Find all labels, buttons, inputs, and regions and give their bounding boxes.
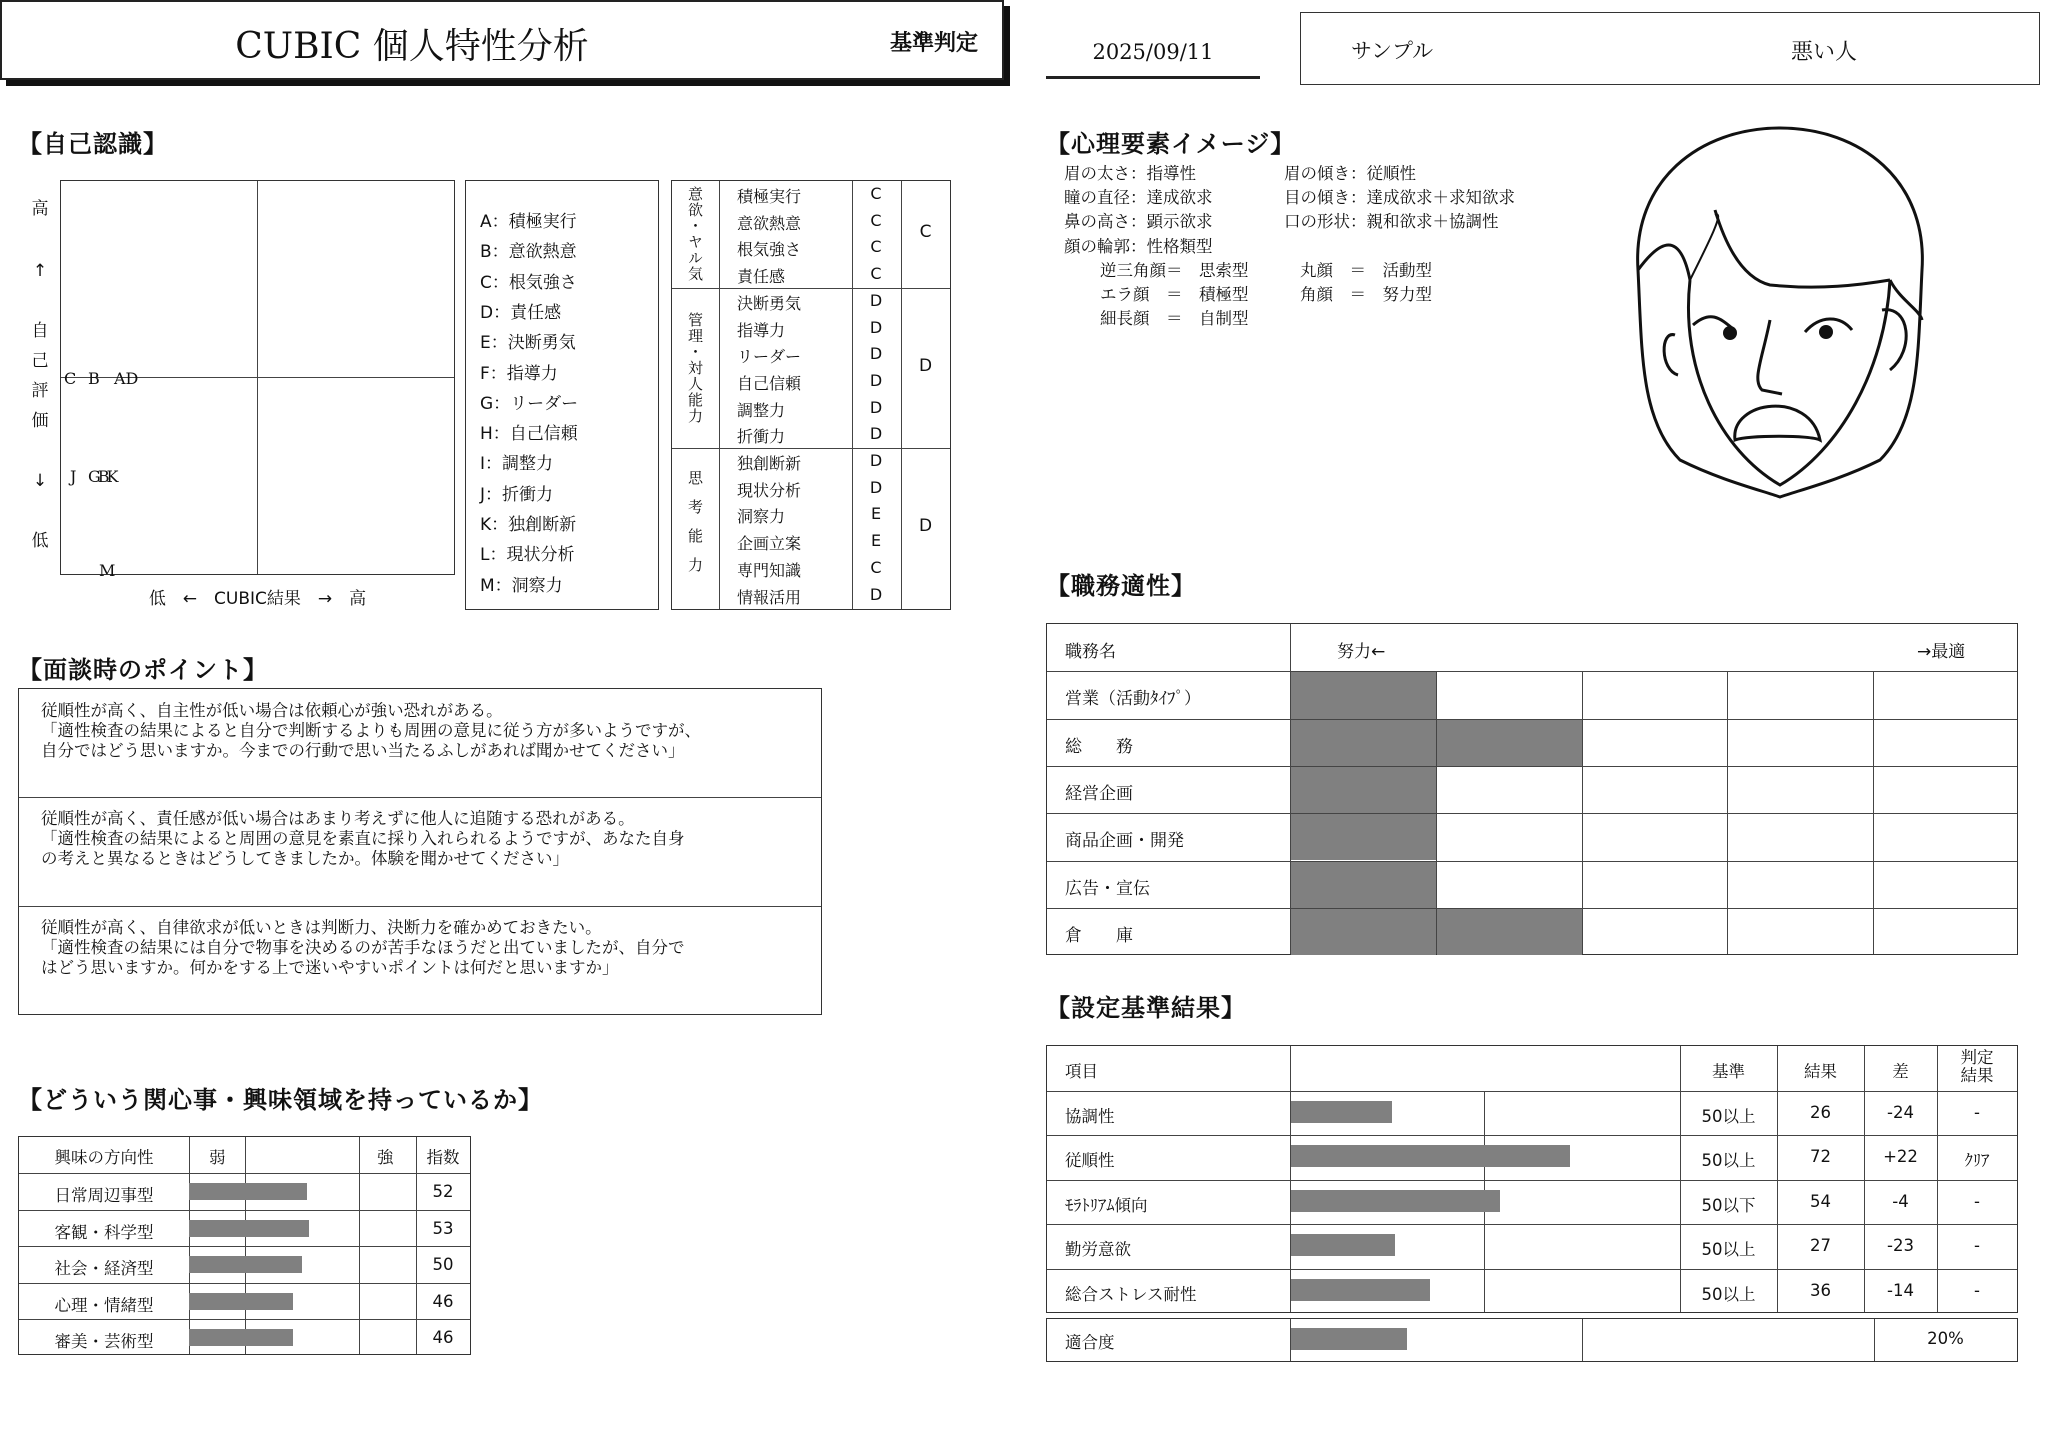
psych-legend-item: 顔の輪郭：性格類型 xyxy=(1064,236,1213,256)
job-level-bar xyxy=(1291,672,1436,718)
grade-col-divider xyxy=(901,181,902,609)
person-name: 悪い人 xyxy=(1791,40,1858,65)
ability-legend-item: H：自己信頼 xyxy=(480,424,578,445)
psych-legend-item: 目の傾き：達成欲求＋求知欲求 xyxy=(1284,188,1515,208)
grade-item-label: 自己信頼 xyxy=(737,373,802,393)
ability-legend-item: J：折衝力 xyxy=(480,484,554,505)
matrix-point: J xyxy=(70,467,77,486)
std-row-divider xyxy=(1047,1180,2017,1181)
title-box xyxy=(0,0,1004,80)
grade-group-name: 管理・対人能力 xyxy=(686,311,704,424)
psych-legend-item: エラ顔 ＝ 積極型 xyxy=(1100,285,1249,304)
std-header-verdict: 判定 結果 xyxy=(1960,1048,1994,1085)
std-row-diff: -4 xyxy=(1892,1191,1909,1211)
self-recognition-heading: 【自己認識】 xyxy=(18,130,168,158)
std-header-item: 項目 xyxy=(1065,1062,1098,1081)
grade-item-label: 指導力 xyxy=(737,320,786,340)
interest-row-label: 客観・科学型 xyxy=(54,1222,154,1242)
ability-legend-item: G：リーダー xyxy=(480,393,579,414)
y-axis-up-arrow: ↑ xyxy=(32,261,48,281)
grade-item-value: C xyxy=(870,237,882,257)
interest-table xyxy=(18,1136,471,1355)
job-row-divider xyxy=(1047,813,2017,814)
std-row-verdict: - xyxy=(1974,1236,1980,1256)
std-row-verdict: - xyxy=(1974,1102,1980,1122)
grade-group-name: 思考能力 xyxy=(686,470,704,587)
sample-label: サンプル xyxy=(1351,39,1434,63)
fit-label: 適合度 xyxy=(1065,1333,1115,1352)
std-row-result: 27 xyxy=(1810,1236,1831,1256)
grade-item-value: C xyxy=(870,264,882,284)
y-axis-down-arrow: ↓ xyxy=(32,471,48,491)
std-result-bar xyxy=(1291,1234,1395,1256)
grade-item-label: 洞察力 xyxy=(737,507,786,527)
ability-legend-item: L：現状分析 xyxy=(480,545,575,566)
grade-item-label: 情報活用 xyxy=(737,587,802,607)
grade-item-label: 意欲熱意 xyxy=(737,213,802,233)
face-illustration-icon xyxy=(1620,120,1940,500)
ability-legend-list xyxy=(465,180,659,610)
grade-group-result: D xyxy=(918,355,933,376)
grade-item-label: 調整力 xyxy=(737,400,786,420)
interview-point: 従順性が高く、自律欲求が低いときは判断力、決断力を確かめておきたい。 「適性検査の結果には自分で物事を決めるのが苦手なほうだと出ていましたが、自分で はどう思いますか。何かをする上で迷いやすいポイントは何だと思いますか」 xyxy=(41,918,685,977)
interest-index: 46 xyxy=(432,1291,454,1311)
interest-row-label: 審美・芸術型 xyxy=(54,1332,154,1351)
grade-item-value: D xyxy=(869,317,883,337)
interest-row-divider xyxy=(19,1319,470,1320)
job-level-bar xyxy=(1291,909,1436,955)
job-level-bar xyxy=(1291,862,1436,908)
job-cell-divider xyxy=(1873,671,1874,954)
grade-item-label: 企画立案 xyxy=(737,534,802,554)
grade-col-divider xyxy=(852,181,853,609)
job-row-label: 経営企画 xyxy=(1065,783,1133,804)
interest-index: 52 xyxy=(432,1182,454,1202)
matrix-point: GBK xyxy=(88,467,116,486)
grade-group-name: 意欲・ヤル気 xyxy=(686,186,704,283)
std-row-verdict: - xyxy=(1974,1281,1980,1300)
interest-bar xyxy=(189,1329,293,1346)
interest-bar xyxy=(189,1293,293,1310)
std-row-result: 26 xyxy=(1810,1102,1831,1122)
standard-result-heading: 【設定基準結果】 xyxy=(1046,994,1246,1022)
grade-item-value: D xyxy=(869,584,883,604)
grade-item-label: 独創断新 xyxy=(737,454,802,473)
grade-item-value: D xyxy=(869,397,883,417)
ability-legend-item: K：独創断新 xyxy=(480,515,577,535)
psych-legend-item: 逆三角顔＝ 思索型 xyxy=(1100,260,1249,280)
page-title: CUBIC 個人特性分析 xyxy=(235,26,589,67)
job-level-bar xyxy=(1291,767,1436,813)
std-row-diff: -23 xyxy=(1887,1236,1914,1256)
job-level-bar xyxy=(1291,720,1436,766)
std-result-bar xyxy=(1291,1279,1430,1301)
grade-item-value: C xyxy=(870,557,882,577)
job-row-label: 総 務 xyxy=(1065,736,1133,757)
grade-item-value: C xyxy=(870,210,882,230)
job-row-divider xyxy=(1047,861,2017,862)
matrix-point: M xyxy=(99,561,116,580)
std-row-standard: 50以上 xyxy=(1701,1151,1756,1171)
date-underline xyxy=(1046,76,1260,79)
y-axis-char: 評 xyxy=(31,381,49,401)
psych-legend-item: 丸顔 ＝ 活動型 xyxy=(1300,260,1432,280)
grade-item-value: E xyxy=(870,504,882,524)
ability-legend-item: F：指導力 xyxy=(480,363,558,384)
grade-item-value: D xyxy=(869,451,883,470)
interest-row-label: 心理・情緒型 xyxy=(54,1295,154,1315)
job-row-label: 広告・宣伝 xyxy=(1065,878,1150,899)
std-header-diff: 差 xyxy=(1892,1062,1909,1081)
grade-item-label: 決断勇気 xyxy=(737,293,802,313)
std-row-verdict: ｸﾘｱ xyxy=(1964,1151,1990,1171)
job-header-effort: 努力← xyxy=(1337,642,1386,662)
interest-header-index: 指数 xyxy=(426,1148,460,1167)
grade-item-value: C xyxy=(870,184,882,203)
job-level-bar xyxy=(1437,720,1582,766)
std-row-divider xyxy=(1047,1269,2017,1270)
ability-legend-item: A：積極実行 xyxy=(480,212,577,232)
fit-value: 20% xyxy=(1927,1329,1964,1348)
standard-result-table xyxy=(1046,1045,2018,1313)
psych-legend-item: 眉の傾き：従順性 xyxy=(1284,164,1416,183)
grade-item-value: D xyxy=(869,477,883,497)
grade-item-value: E xyxy=(870,531,882,551)
interest-heading: 【どういう関心事・興味領域を持っているか】 xyxy=(18,1086,543,1114)
interview-point: 従順性が高く、自主性が低い場合は依頼心が強い恐れがある。 「適性検査の結果によると自分で判断するよりも周囲の意見に従う方が多いようですが、 自分ではどう思いますか。今までの行動で思い当たるふしがあれば聞かせてください」 xyxy=(41,701,701,760)
judgement-label: 基準判定 xyxy=(889,31,978,56)
std-row-result: 36 xyxy=(1810,1281,1831,1300)
interest-row-label: 社会・経済型 xyxy=(54,1259,154,1279)
y-axis-char: 自 xyxy=(31,321,49,341)
interview-divider xyxy=(19,797,821,798)
interest-index: 53 xyxy=(432,1218,454,1238)
interest-row-divider xyxy=(19,1283,470,1284)
y-axis-char: 己 xyxy=(31,351,49,371)
std-row-standard: 50以上 xyxy=(1701,1106,1756,1126)
job-cell-divider xyxy=(1582,671,1583,954)
y-axis-high: 高 xyxy=(31,199,49,219)
grade-item-value: D xyxy=(869,344,883,364)
interview-heading: 【面談時のポイント】 xyxy=(18,656,268,684)
grade-item-label: 専門知識 xyxy=(737,560,802,580)
job-level-bar xyxy=(1291,814,1436,860)
self-evaluation-matrix xyxy=(60,180,455,580)
interest-header-strong: 強 xyxy=(377,1148,394,1167)
job-row-divider xyxy=(1047,766,2017,767)
interest-bar xyxy=(189,1256,302,1273)
job-cell-divider xyxy=(1727,671,1728,954)
std-result-bar xyxy=(1291,1101,1392,1123)
interest-header-weak: 弱 xyxy=(209,1148,226,1167)
std-row-label: 従順性 xyxy=(1065,1151,1115,1171)
psych-legend-item: 眉の太さ：指導性 xyxy=(1064,164,1196,183)
psych-heading: 【心理要素イメージ】 xyxy=(1046,130,1296,158)
fit-bar xyxy=(1291,1328,1407,1350)
std-row-diff: -14 xyxy=(1887,1281,1914,1300)
ability-grade-table xyxy=(671,180,951,610)
matrix-x-axis: 低 ← CUBIC結果 → 高 xyxy=(148,589,367,609)
psych-legend-item: 口の形状：親和欲求＋協調性 xyxy=(1284,212,1499,232)
name-box xyxy=(1300,12,2040,85)
job-aptitude-heading: 【職務適性】 xyxy=(1046,572,1196,600)
std-row-divider xyxy=(1047,1135,2017,1136)
std-row-verdict: - xyxy=(1974,1191,1980,1211)
y-axis-low: 低 xyxy=(31,531,49,551)
psych-legend-item: 瞳の直径：達成欲求 xyxy=(1064,188,1213,208)
ability-legend-item: I：調整力 xyxy=(480,454,554,475)
y-axis-char: 価 xyxy=(31,411,49,431)
interest-row-divider xyxy=(19,1210,470,1211)
std-row-divider xyxy=(1047,1224,2017,1225)
grade-item-label: 責任感 xyxy=(737,267,786,287)
job-row-divider xyxy=(1047,671,2017,672)
ability-legend-item: B：意欲熱意 xyxy=(480,242,577,263)
std-row-result: 72 xyxy=(1810,1147,1831,1167)
job-level-bar xyxy=(1437,909,1582,955)
interest-bar xyxy=(189,1183,307,1200)
std-row-diff: -24 xyxy=(1887,1102,1914,1122)
interview-point: 従順性が高く、責任感が低い場合はあまり考えずに他人に追随する恐れがある。 「適性検査の結果によると周囲の意見を素直に採り入れられるようですが、あなた自身 の考えと異なるときはどうしてきましたか。体験を聞かせてください」 xyxy=(41,809,685,868)
ability-legend-item: C：根気強さ xyxy=(480,272,577,293)
grade-item-label: 根気強さ xyxy=(737,240,802,260)
report-date: 2025/09/11 xyxy=(1092,40,1214,64)
psych-legend-item: 鼻の高さ：顕示欲求 xyxy=(1064,212,1213,232)
std-row-label: 協調性 xyxy=(1065,1106,1115,1126)
interest-index: 50 xyxy=(432,1255,454,1275)
job-header-name: 職務名 xyxy=(1065,642,1116,662)
interest-row-divider xyxy=(19,1173,470,1174)
job-row-label: 商品企画・開発 xyxy=(1065,831,1184,852)
psych-legend-item: 細長顔 ＝ 自制型 xyxy=(1100,309,1249,329)
interest-index: 46 xyxy=(432,1328,454,1347)
std-row-result: 54 xyxy=(1810,1191,1831,1211)
fit-divider xyxy=(1582,1319,1583,1361)
grade-item-label: リーダー xyxy=(737,347,802,367)
std-result-bar xyxy=(1291,1190,1500,1212)
matrix-point: C xyxy=(64,369,77,388)
ability-legend-item: M：洞察力 xyxy=(480,575,563,596)
std-header-result: 結果 xyxy=(1804,1062,1837,1081)
interest-row-label: 日常周辺事型 xyxy=(54,1186,154,1206)
grade-item-value: D xyxy=(869,424,883,444)
grade-group-result: D xyxy=(918,516,933,537)
grade-item-label: 折衝力 xyxy=(737,427,786,447)
grade-group-result: C xyxy=(919,222,932,243)
std-row-divider xyxy=(1047,1091,2017,1092)
interest-header: 興味の方向性 xyxy=(54,1148,154,1167)
job-row-label: 倉 庫 xyxy=(1065,925,1133,946)
grade-item-label: 現状分析 xyxy=(737,480,802,500)
interview-points-box xyxy=(18,688,822,1015)
matrix-point: B xyxy=(88,369,100,388)
grade-item-value: D xyxy=(869,290,883,310)
std-row-label: 勤労意欲 xyxy=(1065,1240,1131,1260)
matrix-point: AD xyxy=(114,369,139,388)
job-row-label: 営業（活動ﾀｲﾌﾟ） xyxy=(1065,689,1201,710)
std-row-standard: 50以下 xyxy=(1701,1195,1756,1215)
std-header-standard: 基準 xyxy=(1712,1062,1745,1081)
std-result-bar xyxy=(1291,1145,1570,1167)
grade-item-label: 積極実行 xyxy=(737,187,802,206)
std-row-standard: 50以上 xyxy=(1701,1240,1756,1260)
std-row-label: ﾓﾗﾄﾘｱﾑ傾向 xyxy=(1065,1195,1148,1215)
std-row-standard: 50以上 xyxy=(1701,1285,1756,1304)
interview-divider xyxy=(19,906,821,907)
job-header-optimal: →最適 xyxy=(1917,642,1966,662)
grade-col-divider xyxy=(719,181,720,609)
psych-legend-item: 角顔 ＝ 努力型 xyxy=(1300,285,1432,304)
ability-legend-item: E：決断勇気 xyxy=(480,333,576,354)
std-row-label: 総合ストレス耐性 xyxy=(1065,1285,1197,1304)
std-row-diff: +22 xyxy=(1883,1147,1918,1167)
grade-item-value: D xyxy=(869,370,883,390)
interest-bar xyxy=(189,1220,309,1237)
ability-legend-item: D：責任感 xyxy=(480,302,562,323)
job-aptitude-table xyxy=(1046,623,2018,955)
fit-row xyxy=(1046,1318,2018,1362)
interest-row-divider xyxy=(19,1246,470,1247)
